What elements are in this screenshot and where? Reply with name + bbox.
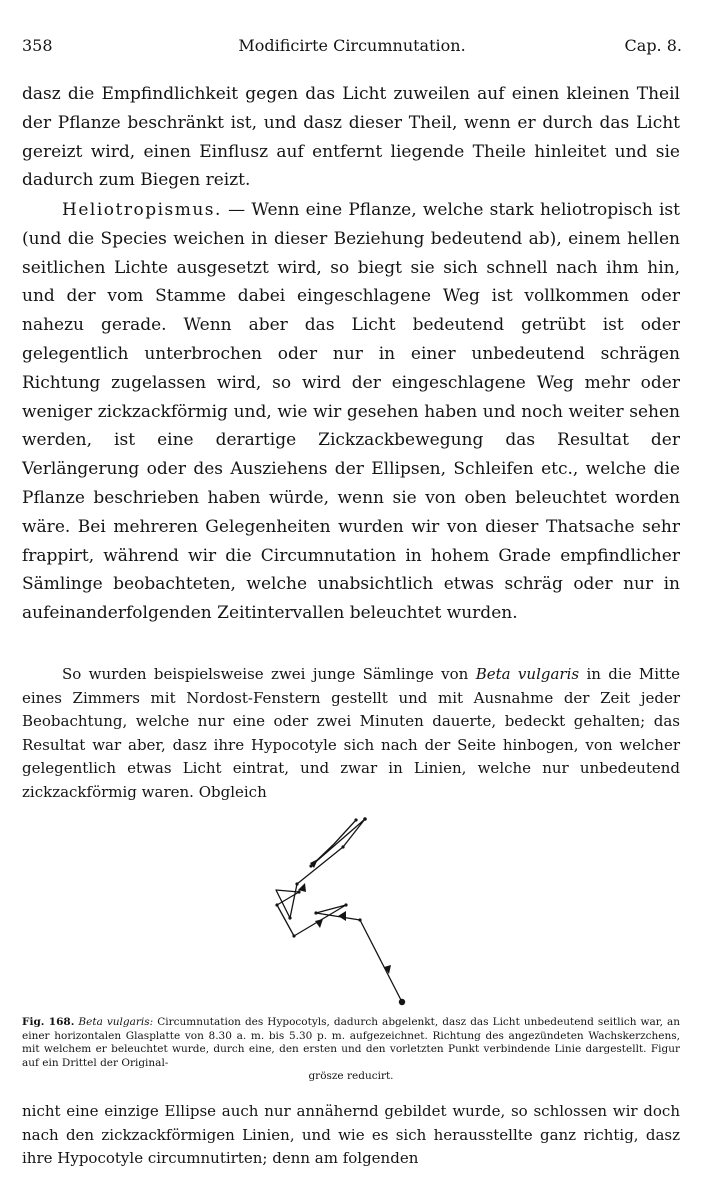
observation-dot bbox=[288, 916, 291, 919]
figure-168 bbox=[0, 800, 709, 1010]
start-dot bbox=[399, 999, 405, 1005]
observation-dot bbox=[314, 911, 317, 914]
caption-last-line: grösze reducirt. bbox=[308, 1070, 394, 1083]
observation-dot bbox=[341, 845, 344, 848]
observation-dot bbox=[295, 882, 298, 885]
observation-dot bbox=[292, 934, 295, 937]
path-arrowheads bbox=[298, 859, 391, 974]
observation-dot bbox=[358, 918, 361, 921]
observation-dot bbox=[344, 903, 347, 906]
observation-dots bbox=[275, 817, 405, 1005]
page-header bbox=[22, 36, 682, 60]
circumnutation-diagram bbox=[0, 800, 709, 1010]
arrow-marker bbox=[338, 911, 346, 921]
paragraph-3-start: So wurden beispielsweise zwei junge Sämlinge von bbox=[62, 665, 476, 683]
observation-dot bbox=[363, 817, 367, 821]
paragraph-continuation: nicht eine einzige Ellipse auch nur annähernd gebildet wurde, so schlossen wir doch nach den zickzackförmigen Linien, und wie es sich herausstellte ganz richtig, dasz ihre Hypocotyle circumnutirten; denn am folgenden bbox=[22, 1102, 680, 1167]
figure-caption bbox=[22, 1016, 680, 1084]
paragraph-beta-vulgaris bbox=[22, 663, 680, 804]
observation-dot bbox=[309, 864, 312, 867]
paragraph-1: dasz die Empfindlichkeit gegen das Licht zuweilen auf einen kleinen Theil der Pflanze beschränkt ist, und dasz dieser Theil, wenn er durch das Licht gereizt wird, einen Einflusz auf entfernt liegende Theile hinleitet und sie dadurch zum Biegen reizt. bbox=[22, 84, 680, 191]
circumnutation-path bbox=[276, 819, 402, 1002]
figure-label: Fig. 168. bbox=[22, 1016, 75, 1028]
species-name: Beta vulgaris bbox=[475, 665, 580, 683]
caption-species: Beta vulgaris: bbox=[78, 1016, 154, 1028]
observation-dot bbox=[297, 890, 300, 893]
observation-dot bbox=[275, 903, 278, 906]
paragraph-heliotropismus bbox=[22, 196, 680, 628]
paragraph-3-rest: in die Mitte eines Zimmers mit Nordost-Fenstern gestellt und mit Ausnahme der Zeit jeder Beobachtung, welche nur eine oder zwei Minuten dauerte, bedeckt gehalten; das Resultat war aber, dasz ihre Hypocotyle sich nach der Seite hinbogen, von welcher gelegentlich etwas Licht eintrat, und zwar in Linien, welche nur unbedeutend zickzackförmig waren. Obgleich bbox=[22, 665, 680, 801]
page-number: 358 bbox=[22, 36, 53, 55]
running-title: Modificirte Circumnutation. bbox=[238, 36, 466, 55]
end-dot bbox=[354, 818, 357, 821]
paragraph-heliotropismus-body: — Wenn eine Pflanze, welche stark heliotropisch ist (und die Species weichen in dieser Beziehung bedeutend ab), einem hellen seitlichen Lichte ausgesetzt wird, so biegt sie sich schnell nach ihm hin, und der vom Stamme dabei eingeschlagene Weg ist vollkommen oder nahezu gerade. Wenn aber das Licht bedeutend getrübt ist oder gelegentlich unterbrochen oder nur in einer unbedeutend schrägen Richtung zugelassen wird, so wird der eingeschlagene Weg mehr oder weniger zickzackförmig und, wie wir gesehen haben und noch weiter sehen werden, ist eine derartige Zickzackbewegung das Resultat der Verlängerung oder des Ausziehens der Ellipsen, Schleifen etc., welche die Pflanze beschrieben haben würde, wenn sie von oben beleuchtet worden wäre. Bei mehreren Gelegenheiten wurden wir von dieser Thatsache sehr frappirt, während wir die Circumnutation in hohem Grade empfindlicher Sämlinge beobachteten, welche unabsichtlich etwas schräg oder nur in aufeinanderfolgenden Zeitintervallen beleuchtet wurden. bbox=[22, 200, 680, 624]
caption-text: Circumnutation des Hypocotyls, dadurch abgelenkt, dasz das Licht unbedeutend seitlich war, an einer horizontalen Glasplatte von 8.30 a. m. bis 5.30 p. m. aufgezeichnet. Richtung des angezündeten Wachskerzchens, mit welchem er beleuchtet wurde, durch eine, den ersten und den vorletzten Punkt verbindende Linie dargestellt. Figur auf ein Drittel der Original- bbox=[22, 1016, 681, 1069]
section-lead-heliotropismus: Heliotropismus. bbox=[62, 200, 222, 220]
chapter-label: Cap. 8. bbox=[624, 36, 682, 55]
